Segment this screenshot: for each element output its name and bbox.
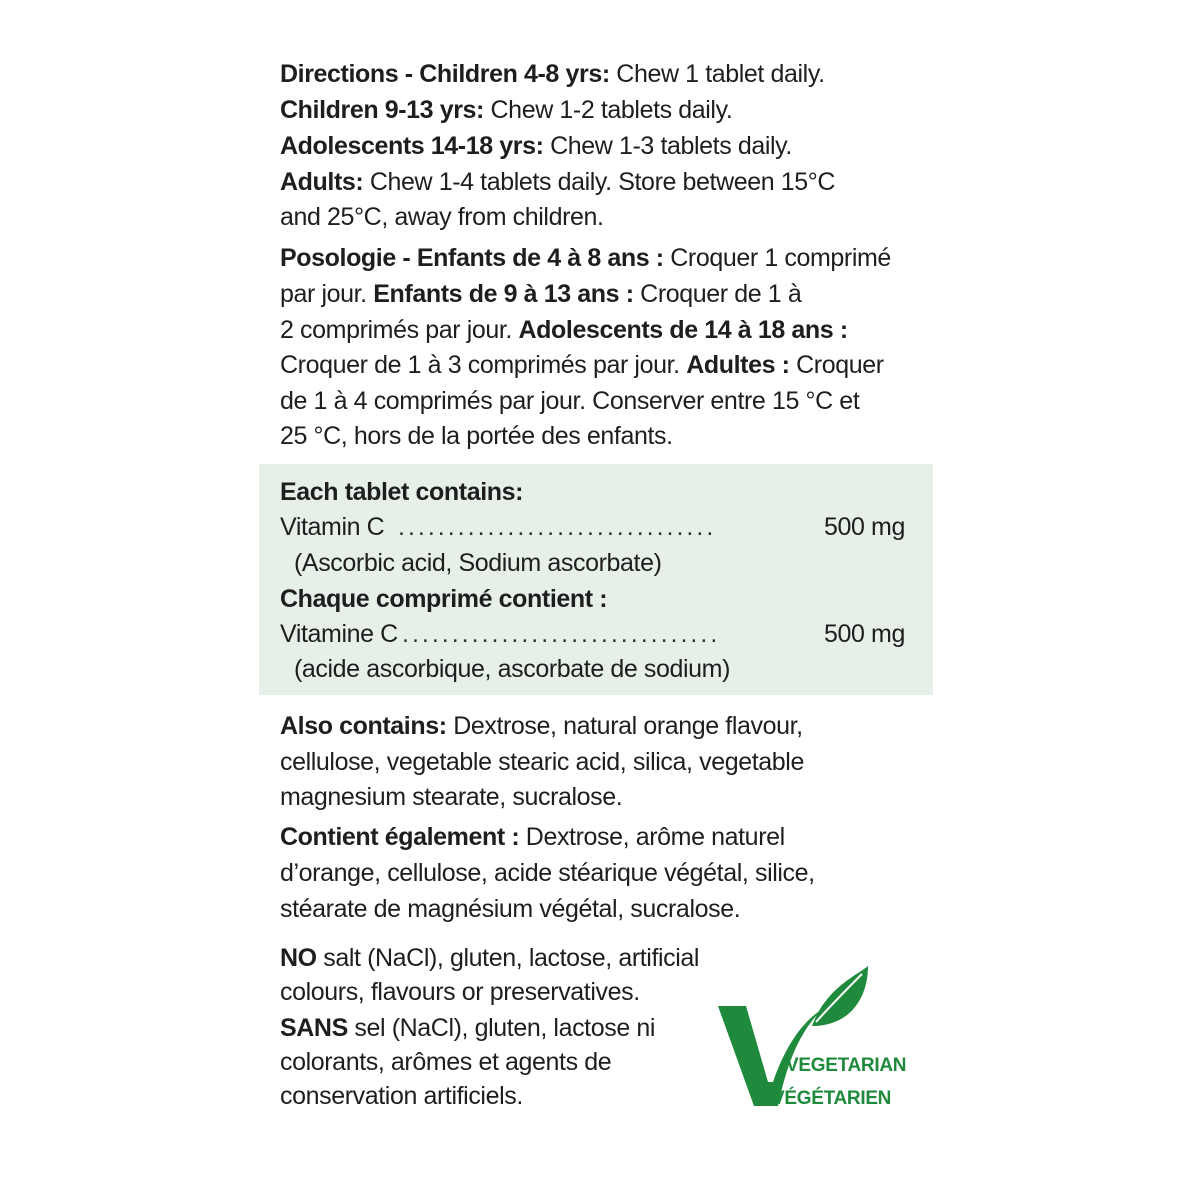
free-from-en-line: colours, flavours or preservatives. [280, 978, 640, 1006]
vegetarien-label: VÉGÉTARIEN [772, 1088, 892, 1109]
ingredient-source-en: (Ascorbic acid, Sodium ascorbate) [294, 549, 662, 577]
directions-fr-line: par jour. Enfants de 9 à 13 ans : Croquer de 1 à [280, 280, 802, 308]
also-contains-en-line: Also contains: Dextrose, natural orange flavour, [280, 712, 803, 740]
directions-fr-line: 25 °C, hors de la portée des enfants. [280, 422, 673, 450]
dot-leader: ................................ [398, 513, 717, 541]
also-contains-fr-line: Contient également : Dextrose, arôme naturel [280, 823, 785, 851]
ingredient-name: Vitamin C [280, 513, 385, 541]
ingredient-name: Vitamine C [280, 620, 398, 648]
directions-en-line: Children 9-13 yrs: Chew 1-2 tablets daily. [280, 96, 733, 124]
also-contains-fr-line: d’orange, cellulose, acide stéarique végétal, silice, [280, 859, 815, 887]
directions-en-line: Directions - Children 4-8 yrs: Chew 1 tablet daily. [280, 60, 825, 88]
vegetarian-label: VEGETARIAN [786, 1055, 907, 1076]
ingredient-source-fr: (acide ascorbique, ascorbate de sodium) [294, 655, 731, 683]
ingredient-amount: 500 mg [824, 513, 905, 541]
ingredients-heading-en: Each tablet contains: [280, 478, 524, 506]
dot-leader: ................................ [402, 620, 721, 648]
vegetarian-logo [716, 962, 916, 1112]
directions-en-line: Adults: Chew 1-4 tablets daily. Store between 15°C [280, 168, 836, 196]
v-leaf-icon [716, 962, 916, 1112]
free-from-en-line: NO salt (NaCl), gluten, lactose, artificial [280, 944, 700, 972]
directions-en-line: Adolescents 14-18 yrs: Chew 1-3 tablets daily. [280, 132, 792, 160]
directions-fr-line: de 1 à 4 comprimés par jour. Conserver entre 15 °C et [280, 387, 860, 415]
free-from-fr-line: colorants, arômes et agents de [280, 1048, 612, 1076]
also-contains-en-line: cellulose, vegetable stearic acid, silica, vegetable [280, 748, 804, 776]
free-from-fr-line: conservation artificiels. [280, 1082, 523, 1110]
ingredients-heading-fr: Chaque comprimé contient : [280, 585, 608, 613]
directions-fr-line: Posologie - Enfants de 4 à 8 ans : Croquer 1 comprimé [280, 244, 891, 272]
ingredient-amount: 500 mg [824, 620, 905, 648]
free-from-fr-line: SANS sel (NaCl), gluten, lactose ni [280, 1014, 656, 1042]
directions-fr-line: 2 comprimés par jour. Adolescents de 14 à 18 ans : [280, 316, 848, 344]
ingredient-row-en [280, 509, 905, 545]
also-contains-fr-line: stéarate de magnésium végétal, sucralose. [280, 895, 741, 923]
directions-en-line: and 25°C, away from children. [280, 203, 604, 231]
also-contains-en-line: magnesium stearate, sucralose. [280, 783, 623, 811]
ingredient-row-fr [280, 616, 905, 652]
directions-fr-line: Croquer de 1 à 3 comprimés par jour. Adultes : Croquer [280, 351, 884, 379]
